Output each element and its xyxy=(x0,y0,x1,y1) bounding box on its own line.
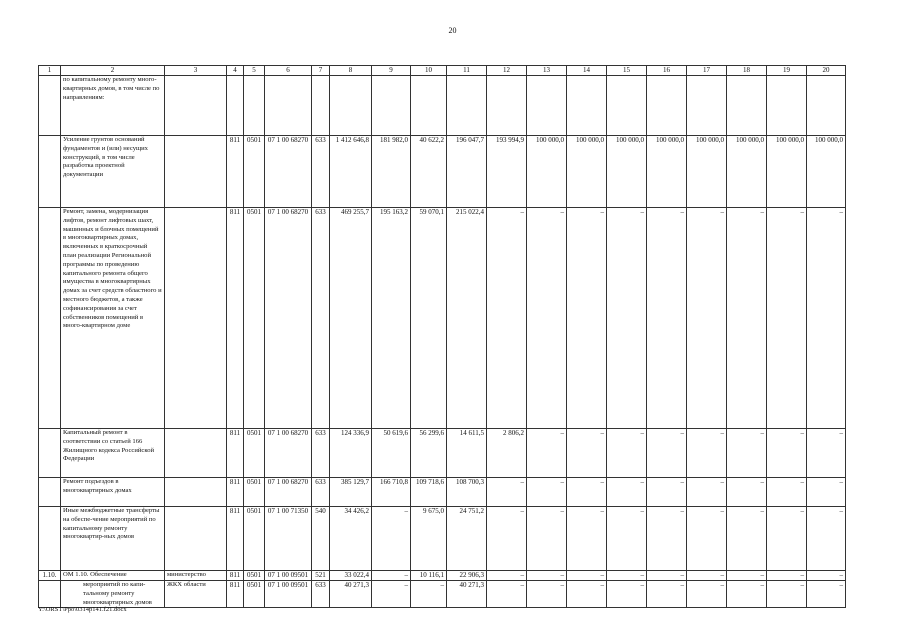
table-cell: 811 xyxy=(227,507,244,571)
table-cell: 0501 xyxy=(244,571,265,581)
table-cell: 33 022,4 xyxy=(330,571,372,581)
header-cell: 2 xyxy=(61,66,165,76)
table-cell xyxy=(39,208,61,429)
table-cell: – xyxy=(647,478,687,507)
table-cell: 0501 xyxy=(244,507,265,571)
table-cell: 633 xyxy=(312,136,330,208)
table-row xyxy=(39,76,846,136)
file-path-footer: Y:\ORST\Ppo\0314p141.f21.docx xyxy=(38,606,127,613)
table-row xyxy=(39,478,846,507)
table-cell: – xyxy=(807,208,846,429)
table-cell: – xyxy=(687,478,727,507)
table-cell: 0501 xyxy=(244,478,265,507)
table-cell: 811 xyxy=(227,581,244,608)
header-cell: 13 xyxy=(527,66,567,76)
table-cell xyxy=(39,478,61,507)
table-cell xyxy=(807,76,846,136)
table-cell xyxy=(647,76,687,136)
table-cell: – xyxy=(807,571,846,581)
table-cell: – xyxy=(372,571,411,581)
table-cell: – xyxy=(411,581,447,608)
table-cell: 100 000,0 xyxy=(567,136,607,208)
table-cell: 811 xyxy=(227,429,244,478)
header-cell: 20 xyxy=(807,66,846,76)
table-cell: – xyxy=(727,507,767,571)
table-cell: 22 906,3 xyxy=(447,571,487,581)
table-cell: 14 611,5 xyxy=(447,429,487,478)
table-cell: – xyxy=(767,429,807,478)
table-cell xyxy=(165,136,227,208)
table-cell: 124 336,9 xyxy=(330,429,372,478)
table-cell: – xyxy=(647,581,687,608)
table-cell: – xyxy=(647,429,687,478)
table-row xyxy=(39,136,846,208)
table-cell: 34 426,2 xyxy=(330,507,372,571)
table-cell: 0501 xyxy=(244,136,265,208)
table-cell: – xyxy=(647,571,687,581)
table-cell: 193 994,9 xyxy=(487,136,527,208)
table-cell: – xyxy=(647,208,687,429)
page-number: 20 xyxy=(448,26,457,35)
table-cell: 2 806,2 xyxy=(487,429,527,478)
table-cell: 811 xyxy=(227,208,244,429)
table-cell: 50 619,6 xyxy=(372,429,411,478)
table-cell: ЖКХ области xyxy=(165,581,227,608)
table-cell xyxy=(39,76,61,136)
table-cell: – xyxy=(727,478,767,507)
table-cell: 811 xyxy=(227,136,244,208)
table-cell: – xyxy=(567,581,607,608)
table-cell: – xyxy=(527,581,567,608)
table-cell: – xyxy=(607,429,647,478)
table-cell: – xyxy=(687,507,727,571)
table-cell xyxy=(165,76,227,136)
table-cell xyxy=(39,581,61,608)
table-cell: – xyxy=(607,581,647,608)
table-row xyxy=(39,581,846,608)
table-cell xyxy=(487,76,527,136)
table-row xyxy=(39,208,846,429)
table-cell: 07 1 00 68270 xyxy=(265,478,312,507)
table-cell: – xyxy=(607,208,647,429)
table-cell: 215 022,4 xyxy=(447,208,487,429)
table-cell: 100 000,0 xyxy=(767,136,807,208)
table-cell: 07 1 00 68270 xyxy=(265,208,312,429)
table-cell: 100 000,0 xyxy=(647,136,687,208)
table-cell: 07 1 00 71350 xyxy=(265,507,312,571)
table-cell xyxy=(265,76,312,136)
table-cell xyxy=(312,76,330,136)
table-cell xyxy=(165,507,227,571)
table-cell: 07 1 00 68270 xyxy=(265,136,312,208)
table-cell xyxy=(727,76,767,136)
table-cell: – xyxy=(767,507,807,571)
table-cell xyxy=(447,76,487,136)
table-cell: – xyxy=(372,581,411,608)
header-cell: 12 xyxy=(487,66,527,76)
table-cell: 40 622,2 xyxy=(411,136,447,208)
table-cell: 0501 xyxy=(244,581,265,608)
header-cell: 16 xyxy=(647,66,687,76)
table-cell xyxy=(165,208,227,429)
table-cell xyxy=(165,478,227,507)
header-cell: 6 xyxy=(265,66,312,76)
table-cell: – xyxy=(727,571,767,581)
table-cell: 109 718,6 xyxy=(411,478,447,507)
table-cell: 633 xyxy=(312,429,330,478)
table-cell: министерство xyxy=(165,571,227,581)
header-cell: 1 xyxy=(39,66,61,76)
table-cell xyxy=(39,429,61,478)
table-cell: 633 xyxy=(312,478,330,507)
table-cell: 108 700,3 xyxy=(447,478,487,507)
table-cell: мероприятий по капи-тальному ремонту многоквартирных домов xyxy=(61,581,165,608)
table-cell xyxy=(330,76,372,136)
table-cell: – xyxy=(767,208,807,429)
table-cell: Усиление грунтов оснований фундаментов и (или) несущих конструкций, в том числе разработка проектной документации xyxy=(61,136,165,208)
table-cell: – xyxy=(372,507,411,571)
header-cell: 15 xyxy=(607,66,647,76)
table-row xyxy=(39,429,846,478)
table-cell xyxy=(607,76,647,136)
table-cell: 181 982,0 xyxy=(372,136,411,208)
table-cell xyxy=(567,76,607,136)
table-cell: ОМ 1.10. Обеспечение xyxy=(61,571,165,581)
header-cell: 18 xyxy=(727,66,767,76)
table-cell: 1.10. xyxy=(39,571,61,581)
table-cell: – xyxy=(567,478,607,507)
table-cell: – xyxy=(807,478,846,507)
table-cell: 9 675,0 xyxy=(411,507,447,571)
table-cell: – xyxy=(607,507,647,571)
table-cell: – xyxy=(807,581,846,608)
table-cell: 56 299,6 xyxy=(411,429,447,478)
table-cell: 40 271,3 xyxy=(330,581,372,608)
header-cell: 4 xyxy=(227,66,244,76)
table-cell: – xyxy=(687,581,727,608)
header-cell: 14 xyxy=(567,66,607,76)
table-cell: 59 070,1 xyxy=(411,208,447,429)
table-cell: – xyxy=(527,208,567,429)
table-cell: 07 1 00 09501 xyxy=(265,571,312,581)
table-cell: 469 255,7 xyxy=(330,208,372,429)
header-cell: 8 xyxy=(330,66,372,76)
table-cell: Капитальный ремонт в соответствии со статьей 166 Жилищного кодекса Российской Федерации xyxy=(61,429,165,478)
header-cell: 5 xyxy=(244,66,265,76)
table-cell: 100 000,0 xyxy=(687,136,727,208)
table-cell: – xyxy=(687,429,727,478)
table-row xyxy=(39,507,846,571)
table-cell: – xyxy=(607,478,647,507)
header-row xyxy=(39,66,846,76)
table-cell: 811 xyxy=(227,478,244,507)
table-cell: 196 047,7 xyxy=(447,136,487,208)
table-cell: – xyxy=(767,478,807,507)
table-cell: – xyxy=(567,208,607,429)
table-cell: – xyxy=(687,571,727,581)
table-cell: – xyxy=(727,429,767,478)
table-cell: – xyxy=(767,581,807,608)
table-cell: – xyxy=(687,208,727,429)
table-cell: – xyxy=(607,571,647,581)
table-cell xyxy=(227,76,244,136)
table-cell: – xyxy=(807,429,846,478)
table-cell: 100 000,0 xyxy=(607,136,647,208)
table-cell: Иные межбюджетные трансферты на обеспе-чение мероприятий по капитальному ремонту многоквартир-ных домов xyxy=(61,507,165,571)
table-cell: 100 000,0 xyxy=(807,136,846,208)
budget-table xyxy=(38,65,846,608)
table-cell xyxy=(372,76,411,136)
table-cell: – xyxy=(807,507,846,571)
table-cell: 24 751,2 xyxy=(447,507,487,571)
table-cell: по капитальному ремонту много-квартирных домов, в том числе по направлениям: xyxy=(61,76,165,136)
table-cell xyxy=(165,429,227,478)
table-cell xyxy=(244,76,265,136)
table-cell: 0501 xyxy=(244,429,265,478)
table-cell: – xyxy=(487,507,527,571)
table-cell: – xyxy=(527,507,567,571)
table-cell: – xyxy=(567,571,607,581)
table-cell: 1 412 646,8 xyxy=(330,136,372,208)
table-cell: – xyxy=(527,571,567,581)
table-cell: – xyxy=(527,478,567,507)
table-cell: Ремонт, замена, модернизация лифтов, ремонт лифтовых шахт, машинных и блочных помещений в многоквартирных домах, включенных в краткосрочный план реализации Региональной программы по проведению капитального ремонта общего имущества в многоквартирных домах за счет средств областного и местного бюджетов, а также софинансирования за счет собственников помещений в много-квартирном доме xyxy=(61,208,165,429)
table-cell: 540 xyxy=(312,507,330,571)
table-cell: – xyxy=(487,571,527,581)
table-cell xyxy=(39,136,61,208)
table-cell: 633 xyxy=(312,581,330,608)
table-cell: Ремонт подъездов в многоквартирных домах xyxy=(61,478,165,507)
table-cell: 100 000,0 xyxy=(527,136,567,208)
header-cell: 3 xyxy=(165,66,227,76)
header-cell: 17 xyxy=(687,66,727,76)
table-cell: 10 116,1 xyxy=(411,571,447,581)
table-cell: 07 1 00 09501 xyxy=(265,581,312,608)
table-cell: – xyxy=(727,208,767,429)
table-cell: – xyxy=(487,581,527,608)
table-cell: – xyxy=(567,507,607,571)
table-cell: 195 163,2 xyxy=(372,208,411,429)
table-cell: – xyxy=(647,507,687,571)
table-cell: 166 710,8 xyxy=(372,478,411,507)
table-cell: – xyxy=(767,571,807,581)
table-cell: 100 000,0 xyxy=(727,136,767,208)
header-cell: 11 xyxy=(447,66,487,76)
header-cell: 9 xyxy=(372,66,411,76)
table-cell xyxy=(39,507,61,571)
table-cell: 385 129,7 xyxy=(330,478,372,507)
header-cell: 10 xyxy=(411,66,447,76)
table-cell xyxy=(687,76,727,136)
header-cell: 7 xyxy=(312,66,330,76)
table-cell: 40 271,3 xyxy=(447,581,487,608)
header-cell: 19 xyxy=(767,66,807,76)
table-cell: – xyxy=(487,478,527,507)
table-cell: – xyxy=(487,208,527,429)
table-cell: – xyxy=(567,429,607,478)
table-cell: – xyxy=(527,429,567,478)
table-cell: 0501 xyxy=(244,208,265,429)
table-cell xyxy=(767,76,807,136)
table-cell: 07 1 00 68270 xyxy=(265,429,312,478)
table-cell xyxy=(527,76,567,136)
table-cell xyxy=(411,76,447,136)
table-cell: – xyxy=(727,581,767,608)
table-cell: 633 xyxy=(312,208,330,429)
table-cell: 521 xyxy=(312,571,330,581)
table-row xyxy=(39,571,846,581)
table-cell: 811 xyxy=(227,571,244,581)
